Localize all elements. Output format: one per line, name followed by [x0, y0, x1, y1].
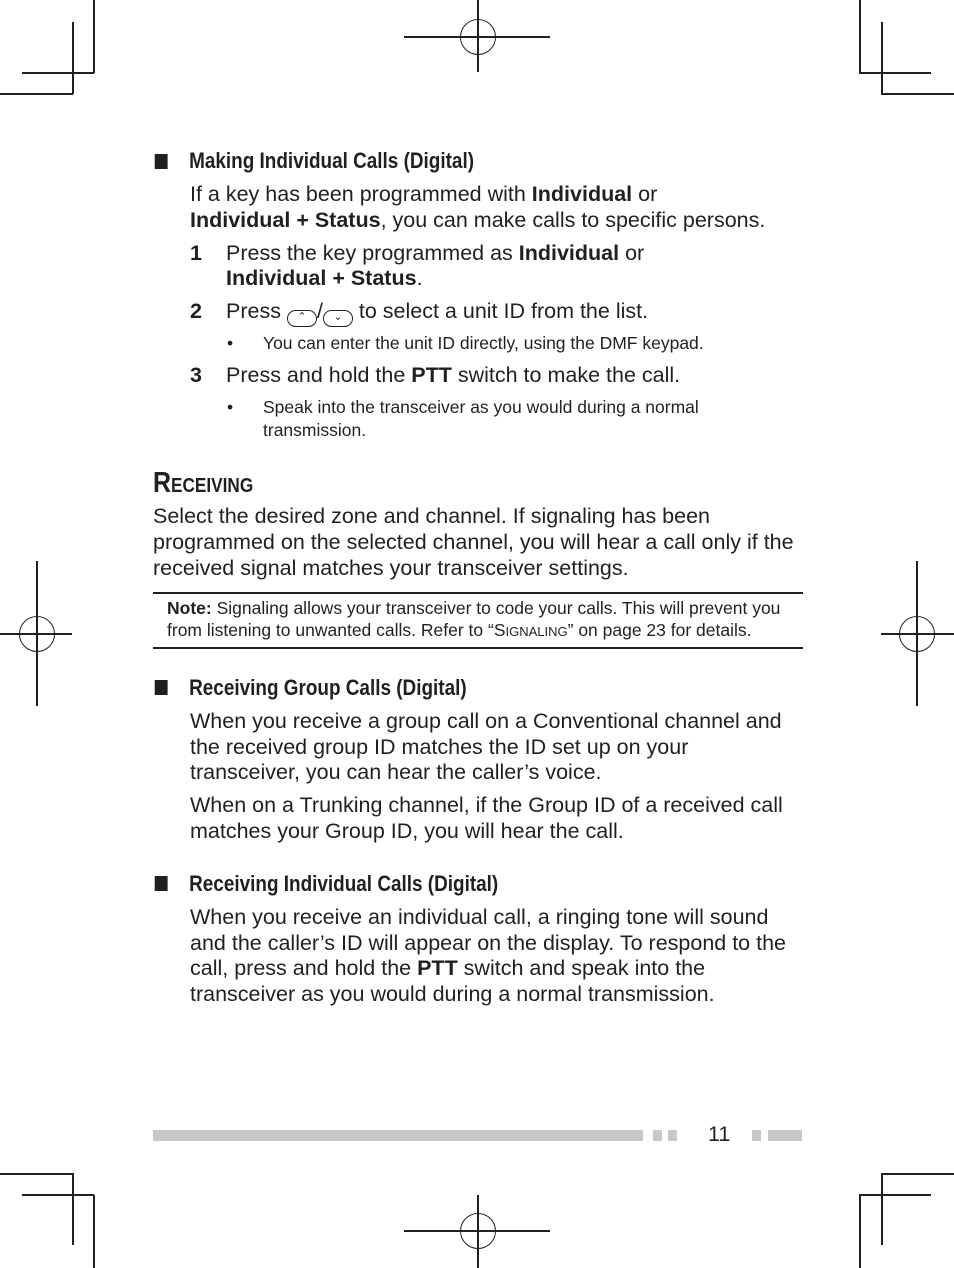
square-bullet-icon	[155, 154, 168, 169]
group-calls-paragraph-2: When on a Trunking channel, if the Group ID of a received call matches your Group ID, you will hear the call.	[190, 793, 783, 844]
crop-mark	[881, 1173, 883, 1245]
footer-bar-square	[653, 1130, 662, 1141]
step-2: 2 Press ⌃ / ⌄ to select a unit ID from the list.	[190, 299, 803, 327]
crop-mark	[72, 1173, 74, 1245]
crop-mark	[881, 1173, 954, 1175]
registration-mark-circle	[19, 616, 55, 652]
up-arrow-key-icon: ⌃	[287, 310, 317, 327]
crop-mark	[859, 1195, 861, 1268]
individual-calls-paragraph: When you receive an individual call, a ringing tone will sound and the caller’s ID will appear on the display. To respond to the call, press and hold the PTT switch and speak into the transceiver as you would during a normal transmission.	[190, 904, 786, 1007]
crop-mark	[859, 0, 861, 73]
page-number: 11	[708, 1122, 731, 1146]
crop-mark	[859, 1194, 931, 1196]
section-heading-making-individual-calls: Making Individual Calls (Digital)	[153, 148, 712, 174]
crop-mark	[22, 1194, 94, 1196]
section-heading-receiving-individual-calls: Receiving Individual Calls (Digital)	[153, 871, 712, 897]
square-bullet-icon	[155, 680, 168, 695]
footer-bar-square	[752, 1130, 761, 1141]
receiving-heading: RECEIVING	[153, 467, 254, 500]
crop-mark	[881, 93, 954, 95]
step-3: 3 Press and hold the PTT switch to make the call.	[190, 362, 681, 387]
registration-mark-circle	[460, 1213, 496, 1249]
square-bullet-icon	[155, 876, 168, 891]
bullet-dot-icon: •	[227, 333, 234, 354]
receiving-text: Select the desired zone and channel. If signaling has been programmed on the selected channel, you will hear a call only if the received signal matches your transceiver settings.	[153, 504, 794, 581]
step-3-bullet: • Speak into the transceiver as you would during a normal transmission.	[227, 397, 699, 440]
crop-mark	[93, 0, 95, 73]
note-box: Note: Signaling allows your transceiver to code your calls. This will prevent you from listening to unwanted calls. Refer to “SIGNALING” on page 23 for details.	[153, 592, 803, 649]
crop-mark	[22, 72, 94, 74]
crop-mark	[0, 1173, 73, 1175]
section-heading-receiving-group-calls: Receiving Group Calls (Digital)	[153, 675, 712, 701]
crop-mark	[859, 72, 931, 74]
footer-bar	[153, 1130, 643, 1141]
section-intro: If a key has been programmed with Individual or Individual + Status, you can make calls to specific persons.	[190, 182, 766, 232]
down-arrow-key-icon: ⌄	[323, 310, 353, 327]
crop-mark	[881, 22, 883, 94]
registration-mark-circle	[899, 616, 935, 652]
registration-mark-circle	[460, 19, 496, 55]
crop-mark	[72, 22, 74, 94]
footer-bar	[768, 1130, 802, 1141]
crop-mark	[93, 1195, 95, 1268]
page-content	[153, 148, 803, 1008]
crop-mark	[0, 93, 73, 95]
step-1: 1 Press the key programmed as Individual or Individual + Status.	[190, 240, 645, 291]
footer-bar-square	[668, 1130, 677, 1141]
bullet-dot-icon: •	[227, 397, 234, 418]
step-2-bullet: • You can enter the unit ID directly, using the DMF keypad.	[227, 333, 704, 354]
group-calls-paragraph-1: When you receive a group call on a Conventional channel and the received group ID matches the ID set up on your transceiver, you can hear the caller’s voice.	[190, 708, 782, 785]
